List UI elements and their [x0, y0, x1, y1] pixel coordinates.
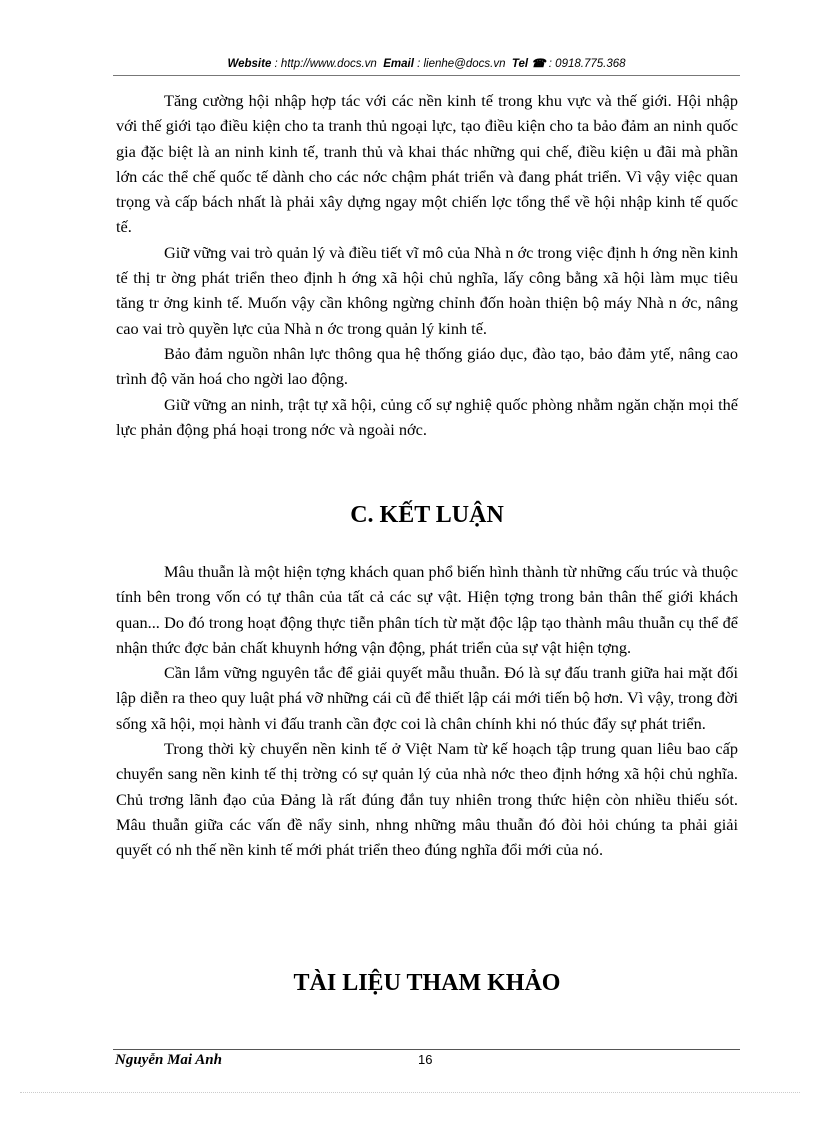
paragraph: Bảo đảm nguồn nhân lực thông qua hệ thống giáo dục, đào tạo, bảo đảm ytế, nâng cao trình độ văn hoá cho ngời lao động.: [116, 343, 738, 389]
tel-label: Tel ☎: [511, 58, 546, 70]
website-link[interactable]: : http://www.docs.vn: [274, 58, 377, 70]
section-1-body: [116, 88, 738, 442]
page-edge-dotted-line: [20, 1092, 800, 1093]
page-header: [113, 56, 740, 70]
references-heading: TÀI LIỆU THAM KHẢO: [293, 970, 561, 996]
footer-author: Nguyễn Mai Anh: [115, 1052, 222, 1068]
email-label: Email: [383, 58, 414, 70]
paragraph: Giữ vững vai trò quản lý và điều tiết vĩ mô của Nhà n ớc trong việc định h ớng nền kinh tế thị tr ờng phát triển theo định h ớng xã hội chủ nghĩa, lấy công bằng xã hội làm mục tiêu tăng tr ởng kinh tế. Muốn vậy cần không ngừng chỉnh đốn hoàn thiện bộ máy Nhà n ớc, nâng cao vai trò quyền lực của Nhà n ớc trong quản lý kinh tế.: [116, 242, 738, 338]
page-number: 16: [418, 1052, 433, 1067]
paragraph: Trong thời kỳ chuyển nền kinh tế ở Việt Nam từ kế hoạch tập trung quan liêu bao cấp chuyển sang nền kinh tế thị trờng có sự quản lý của nhà nớc theo định hớng xã hội chủ nghĩa. Chủ trơng lãnh đạo của Đảng là rất đúng đắn tuy nhiên trong thức hiện còn nhiều thiếu sót. Mâu thuẫn giữa các vấn đề nẩy sinh, nhng những mâu thuẫn đó đòi hỏi chúng ta phải giải quyết có nh thế nền kinh tế mới phát triển theo đúng nghĩa đổi mới của nó.: [116, 739, 738, 860]
tel-value: : 0918.775.368: [548, 58, 626, 70]
website-label: Website: [227, 58, 272, 70]
paragraph: Mâu thuẫn là một hiện tợng khách quan phổ biến hình thành từ những cấu trúc và thuộc tính bên trong vốn có tự thân của tất cả các sự vật. Hiện tợng trong bản thân thế giới khách quan... Do đó trong hoạt động thực tiễn phân tích từ mặt độc lập tạo thành mâu thuẫn cụ thể để nhận thức đợc bản chất khuynh hớng vận động, phát triển của sự vật hiện tợng.: [116, 562, 738, 657]
paragraph: Giữ vững an ninh, trật tự xã hội, củng cố sự nghiệ quốc phòng nhằm ngăn chặn mọi thế lực phản động phá hoại trong nớc và ngoài nớc.: [116, 394, 738, 439]
header-divider: [113, 75, 740, 76]
email-link[interactable]: : lienhe@docs.vn: [417, 58, 506, 70]
conclusion-body: [116, 559, 738, 863]
conclusion-heading: C. KẾT LUẬN: [350, 502, 504, 528]
paragraph: Tăng cường hội nhập hợp tác với các nền kinh tế trong khu vực và thế giới. Hội nhập với thế giới tạo điều kiện cho ta tranh thủ ngoại lực, tạo điều kiện cho ta bảo đảm an ninh quốc gia đặc biệt là an ninh kinh tế, tranh thủ và khai thác những qui chế, điều kiện u đãi mà phần lớn các thể chế quốc tế dành cho các nớc chậm phát triển và đang phát triển. Vì vậy việc quan trọng và cấp bách nhất là phải xây dựng ngay một chiến lợc tổng thể về hội nhập kinh tế quốc tế.: [116, 91, 738, 237]
paragraph: Cần lắm vững nguyên tắc để giải quyết mẫu thuẫn. Đó là sự đấu tranh giữa hai mặt đối lập diễn ra theo quy luật phá vỡ những cái cũ để thiết lập cái mới tiến bộ hơn. Vì vậy, trong đời sống xã hội, mọi hành vi đấu tranh cần đợc coi là chân chính khi nó thúc đẩy sự phát triển.: [116, 663, 738, 733]
footer-divider: [113, 1049, 740, 1050]
